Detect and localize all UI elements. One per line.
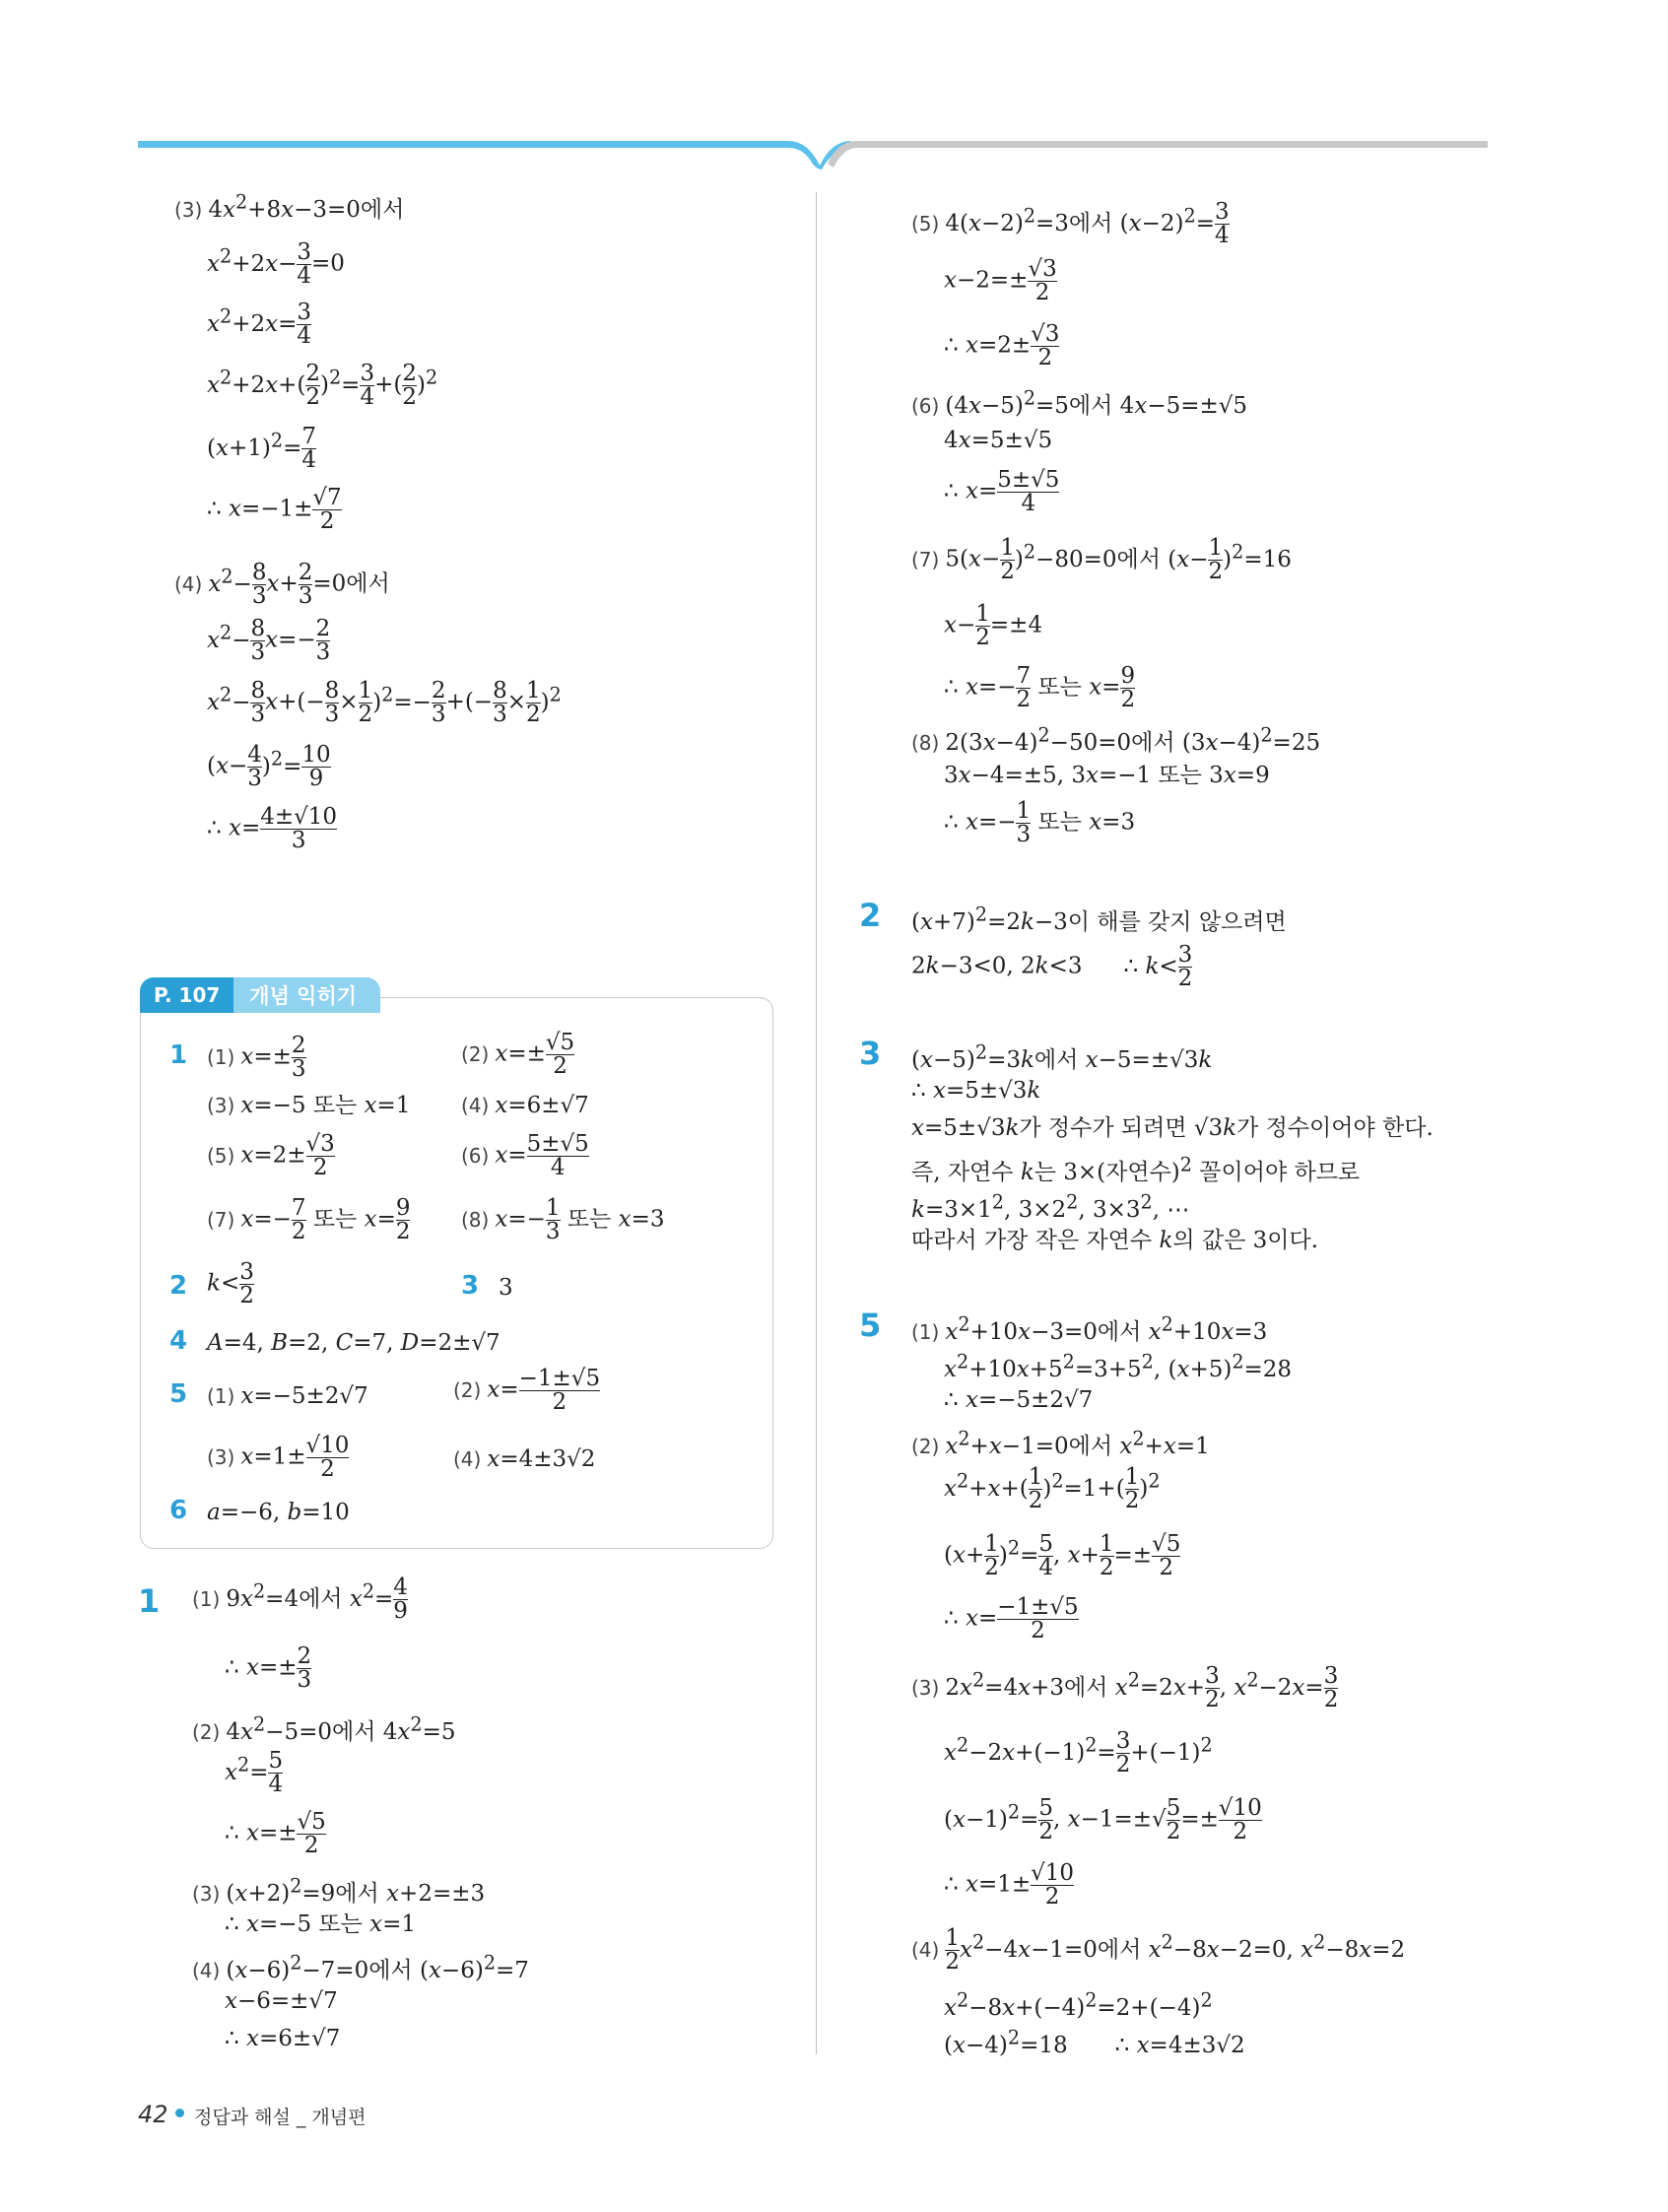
r-cont-line-3: (6) $(4x-5)^2=5$에서 4x−5=±√5 bbox=[911, 386, 1248, 419]
tab-page: P. 107 bbox=[140, 977, 234, 1013]
r-q5-line-11: (4) $\frac{1}{2}$ $x^2-4x-1=0$에서 $x^2-8x-2=0$, $x^2-8x=2$ bbox=[911, 1925, 1406, 1975]
box-q1-item-5: (5) x=2± $\frac{√3}{2}$ bbox=[207, 1131, 335, 1180]
box-q1-item-4: (4) x=6±√7 bbox=[461, 1093, 589, 1118]
lb-line-2: (2) $4x^2-5=0$에서 $4x^2=5$ bbox=[192, 1712, 456, 1745]
footer-dot-icon bbox=[175, 2109, 184, 2117]
lb-line-8: x−6=±√7 bbox=[225, 1988, 338, 2014]
box-q6-num: 6 bbox=[169, 1496, 188, 1525]
box-q2-num: 2 bbox=[169, 1271, 188, 1301]
p4-line-3: (x− $\frac{4}{3}$ )$^2$= $\frac{10}{9}$ bbox=[207, 742, 331, 791]
box-q4-num: 4 bbox=[169, 1326, 188, 1356]
column-separator bbox=[816, 192, 817, 2054]
r-q3-line-5: 따라서 가장 작은 자연수 k의 값은 3이다. bbox=[911, 1228, 1319, 1253]
lb-line-4: ∴ x=± $\frac{√5}{2}$ bbox=[225, 1809, 326, 1858]
r-q5-line-3: (2) $x^2+x-1=0$에서 $x^2+x=1$ bbox=[911, 1427, 1210, 1459]
r-cont-line-11: ∴ x=− $\frac{1}{3}$ 또는 x=3 bbox=[944, 798, 1136, 847]
r-q3-line-1: ∴ x=5±√3k bbox=[911, 1078, 1041, 1104]
lb-line-7: (4) $(x-6)^2-7=0$에서 $(x-6)^2=7$ bbox=[192, 1951, 529, 1983]
box-q4-answer: A=4, B=2, C=7, D=2±√7 bbox=[207, 1330, 500, 1356]
p3-line-0: (3) $4x^2+8x-3=0$에서 bbox=[174, 190, 405, 223]
box-q1-num: 1 bbox=[169, 1040, 188, 1070]
concept-tab bbox=[140, 977, 380, 1013]
box-q5-item-3: (3) x=1± $\frac{√10}{2}$ bbox=[207, 1433, 350, 1482]
p4-line-2: $x^2-$ $\frac{8}{3}$ x+(− $\frac{8}{3}$ × $\frac{1}{2}$ )$^2$=− $\frac{2}{3}$ +(− $\frac{8}{3}$ × $\frac{1}{2}$ )$^2$ bbox=[207, 678, 562, 727]
r-q5-num: 5 bbox=[859, 1307, 882, 1344]
box-q5-item-2: (2) x= $\frac{-1\pm√5}{2}$ bbox=[453, 1366, 601, 1415]
box-q1-item-6: (6) x= $\frac{5\pm√5}{4}$ bbox=[461, 1131, 589, 1180]
lb-line-6: ∴ x=−5 또는 x=1 bbox=[225, 1911, 417, 1937]
box-q1-item-3: (3) x=−5 또는 x=1 bbox=[207, 1093, 411, 1118]
p4-line-1: $x^2-$ $\frac{8}{3}$ x=− $\frac{2}{3}$ bbox=[207, 616, 331, 665]
r-q5-line-13: $(x-4)^2=18$ ∴ x=4±3√2 bbox=[944, 2026, 1245, 2058]
p3-line-5: ∴ x=−1± $\frac{√7}{2}$ bbox=[207, 485, 342, 534]
r-q5-line-8: $x^2-2x+(-1)^2=$ $\frac{3}{2}$ $+(-1)^2$ bbox=[944, 1728, 1213, 1777]
r-q3-line-2: x=5±√3k가 정수가 되려면 √3k가 정수이어야 한다. bbox=[911, 1115, 1434, 1141]
r-q5-line-10: ∴ x=1± $\frac{√10}{2}$ bbox=[944, 1860, 1075, 1910]
p4-line-0: (4) $x^2-$ $\frac{8}{3}$ x+ $\frac{2}{3}$ =0에서 bbox=[174, 560, 390, 609]
header-gray-bar bbox=[828, 141, 1488, 168]
r-q5-line-6: ∴ x= $\frac{-1\pm√5}{2}$ bbox=[944, 1594, 1079, 1643]
r-q3-num: 3 bbox=[859, 1035, 882, 1072]
box-q3-answer: 3 bbox=[499, 1275, 513, 1301]
r-q5-line-4: $x^2+x+$( $\frac{1}{2}$ )$^2$=1+( $\frac{1}{2}$ )$^2$ bbox=[944, 1464, 1161, 1513]
box-q1-item-8: (8) x=− $\frac{1}{3}$ 또는 x=3 bbox=[461, 1195, 665, 1244]
lb-line-0: (1) $9x^2=4$에서 $x^2=$ $\frac{4}{9}$ bbox=[192, 1575, 408, 1624]
box-q3-num: 3 bbox=[461, 1271, 480, 1301]
r-cont-line-8: ∴ x=− $\frac{7}{2}$ 또는 x= $\frac{9}{2}$ bbox=[944, 663, 1136, 712]
r-cont-line-9: (8) $2(3x-4)^2-50=0$에서 $(3x-4)^2=25$ bbox=[911, 723, 1321, 756]
r-cont-line-0: (5) $4(x-2)^2=3$에서 $(x-2)^2=$ $\frac{3}{4}$ bbox=[911, 199, 1230, 248]
lb-line-3: $x^2=$ $\frac{5}{4}$ bbox=[225, 1748, 284, 1797]
r-q5-line-0: (1) $x^2+10x-3=0$에서 $x^2+10x=3$ bbox=[911, 1312, 1268, 1345]
box-q5-num: 5 bbox=[169, 1379, 188, 1409]
r-q5-line-2: ∴ x=−5±2√7 bbox=[944, 1387, 1094, 1413]
r-q2-line-0: $(x+7)^2=2k-3$이 해를 갖지 않으려면 bbox=[911, 903, 1287, 935]
p3-line-4: $(x+1)^2=$ $\frac{7}{4}$ bbox=[207, 424, 316, 473]
r-cont-line-10: 3x−4=±5, 3x=−1 또는 3x=9 bbox=[944, 763, 1270, 788]
r-q5-line-12: $x^2-8x+(-4)^2=2+(-4)^2$ bbox=[944, 1988, 1213, 2021]
page-number: 42 bbox=[138, 2101, 168, 2128]
r-cont-line-1: x−2=± $\frac{√3}{2}$ bbox=[944, 256, 1057, 305]
p4-line-4: ∴ x= $\frac{4\pm√10}{3}$ bbox=[207, 804, 338, 853]
box-q1-item-7: (7) x=− $\frac{7}{2}$ 또는 x= $\frac{9}{2}$ bbox=[207, 1195, 411, 1244]
p3-line-3: $x^2+2x+$( $\frac{2}{2}$ )$^2$= $\frac{3}{4}$ +( $\frac{2}{2}$ )$^2$ bbox=[207, 361, 438, 410]
box-q1-item-2: (2) x=± $\frac{√5}{2}$ bbox=[461, 1030, 575, 1079]
r-q3-line-4: $k=3\times 1^2$, $3\times 2^2$, $3\times 3^2$, ⋯ bbox=[911, 1190, 1190, 1223]
r-q3-line-3: 즉, 자연수 k는 3×(자연수)$^2$ 꼴이어야 하므로 bbox=[911, 1153, 1361, 1185]
box-q2-answer: k< $\frac{3}{2}$ bbox=[207, 1259, 254, 1308]
p3-line-2: $x^2+2x=$ $\frac{3}{4}$ bbox=[207, 300, 311, 349]
r-q5-line-7: (3) $2x^2=4x+3$에서 $x^2=2x+$ $\frac{3}{2}$ , $x^2-2x=$ $\frac{3}{2}$ bbox=[911, 1663, 1339, 1712]
header-accent-bar bbox=[138, 141, 851, 169]
p3-line-1: $x^2+2x-$ $\frac{3}{4}$ =0 bbox=[207, 239, 345, 289]
tab-title: 개념 익히기 bbox=[234, 977, 380, 1013]
lb-line-1: ∴ x=± $\frac{2}{3}$ bbox=[225, 1643, 312, 1693]
lb-num: 1 bbox=[138, 1582, 161, 1620]
r-cont-line-4: 4x=5±√5 bbox=[944, 428, 1053, 453]
r-cont-line-2: ∴ x=2± $\frac{√3}{2}$ bbox=[944, 321, 1060, 370]
r-q2-line-1: 2k−3<0, 2k<3 ∴ k< $\frac{3}{2}$ bbox=[911, 942, 1193, 991]
r-cont-line-7: x− $\frac{1}{2}$ =±4 bbox=[944, 601, 1043, 650]
box-q5-item-1: (1) x=−5±2√7 bbox=[207, 1383, 368, 1409]
r-cont-line-5: ∴ x= $\frac{5\pm√5}{4}$ bbox=[944, 467, 1060, 516]
box-q6-answer: a=−6, b=10 bbox=[207, 1500, 350, 1525]
lb-line-5: (3) $(x+2)^2=9$에서 x+2=±3 bbox=[192, 1874, 486, 1907]
r-q3-line-0: $(x-5)^2=3k$에서 x−5=±√3k bbox=[911, 1040, 1213, 1073]
box-q1-item-1: (1) x=± $\frac{2}{3}$ bbox=[207, 1033, 306, 1082]
r-cont-line-6: (7) 5(x− $\frac{1}{2}$ )$^2$−80=0에서 (x− $\frac{1}{2}$ )$^2$=16 bbox=[911, 535, 1292, 584]
r-q5-line-1: $x^2+10x+5^2=3+5^2$, $(x+5)^2=28$ bbox=[944, 1350, 1293, 1382]
box-q5-item-4: (4) x=4±3√2 bbox=[453, 1446, 596, 1472]
header-band bbox=[0, 0, 1668, 177]
r-q5-line-5: (x+ $\frac{1}{2}$ )$^2$= $\frac{5}{4}$ , x+ $\frac{1}{2}$ =± $\frac{√5}{2}$ bbox=[944, 1531, 1181, 1580]
lb-line-9: ∴ x=6±√7 bbox=[225, 2026, 341, 2051]
r-q5-line-9: $(x-1)^2=$ $\frac{5}{2}$ , x−1=±√ $\frac{5}{2}$ =± $\frac{√10}{2}$ bbox=[944, 1795, 1262, 1844]
r-q2-num: 2 bbox=[859, 897, 882, 934]
footer-title: 정답과 해설 _ 개념편 bbox=[194, 2107, 367, 2128]
